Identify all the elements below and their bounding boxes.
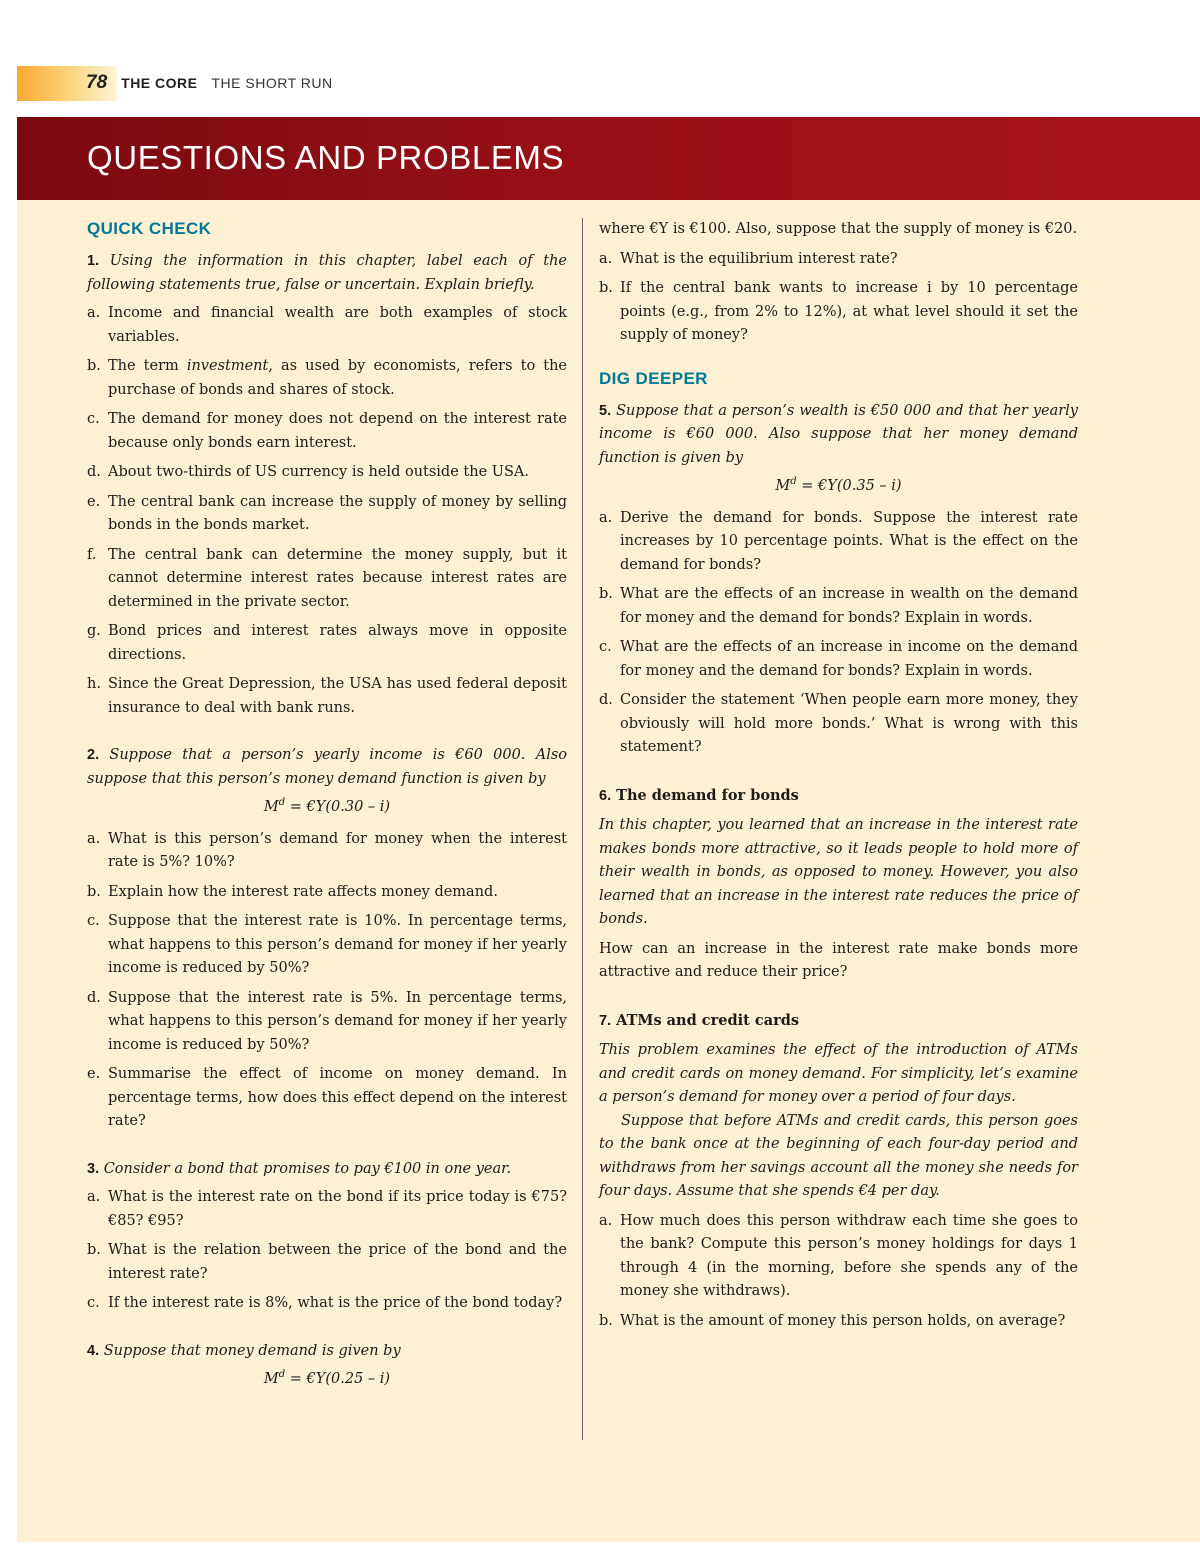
- list-item: [87, 881, 567, 905]
- question-7-intro: This problem examines the effect of the introduction of ATMs and credit cards on money demand. For simplicity, let’s examine a person’s demand for money over a period of four days.: [599, 1042, 1078, 1105]
- question-number: 7.: [599, 1012, 612, 1029]
- item-text: The demand for money does not depend on the interest rate because only bonds earn interest.: [108, 411, 567, 451]
- item-text: How much does this person withdraw each time she goes to the bank? Compute this person’s money holdings for days 1 through 4 (in the morning, before she spends any of the money she withdraws).: [620, 1212, 1078, 1299]
- formula-rhs: = €Y(0.25 – i): [285, 1371, 391, 1387]
- list-item: [87, 828, 567, 875]
- item-text: About two-thirds of US currency is held outside the USA.: [108, 464, 529, 480]
- formula-superscript: d: [278, 797, 286, 809]
- item-text: Consider the statement ‘When people earn more money, they obviously will hold more bonds.’ What is wrong with this statement?: [620, 692, 1078, 755]
- item-text: Income and financial wealth are both examples of stock variables.: [108, 305, 567, 345]
- item-label: b.: [599, 1312, 613, 1329]
- part-label: THE CORE: [121, 75, 198, 91]
- question-title: The demand for bonds: [616, 786, 799, 804]
- question-text: Suppose that money demand is given by: [103, 1342, 401, 1359]
- right-column: [599, 218, 1078, 1339]
- list-item: [87, 1239, 567, 1286]
- list-item: [599, 248, 1078, 272]
- money-demand-formula: [599, 475, 1078, 499]
- list-item: [87, 1186, 567, 1233]
- item-text-post: , as used by economists, refers to the purchase of bonds and shares of stock.: [108, 358, 567, 398]
- formula-lhs: M: [263, 799, 279, 815]
- item-text: Bond prices and interest rates always move in opposite directions.: [108, 623, 567, 663]
- list-item: [599, 507, 1078, 578]
- question-6-question: How can an increase in the interest rate make bonds more attractive and reduce their price?: [599, 940, 1078, 980]
- item-label: c.: [87, 411, 100, 427]
- item-label: c.: [599, 639, 612, 655]
- item-text: Since the Great Depression, the USA has used federal deposit insurance to deal with bank runs.: [108, 676, 567, 716]
- question-2-intro: [87, 744, 567, 791]
- dig-deeper-heading: DIG DEEPER: [599, 368, 708, 388]
- list-item: [87, 461, 567, 485]
- item-text: What are the effects of an increase in income on the demand for money and the demand for bonds? Explain in words.: [620, 639, 1078, 679]
- question-6-intro: In this chapter, you learned that an increase in the interest rate makes bonds more attractive, so it leads people to hold more of their wealth in bonds, as opposed to money. However, you also learned that an increase in the interest rate reduces the price of bonds.: [599, 817, 1078, 927]
- list-item: [599, 636, 1078, 683]
- item-text: What are the effects of an increase in wealth on the demand for money and the demand for bonds? Explain in words.: [620, 586, 1078, 626]
- item-label: d.: [87, 464, 101, 480]
- list-item: [599, 689, 1078, 760]
- item-label: e.: [87, 1066, 101, 1082]
- item-label: b.: [599, 586, 613, 602]
- item-label: h.: [87, 676, 101, 692]
- item-text: What is the amount of money this person holds, on average?: [620, 1312, 1066, 1329]
- list-item: [87, 910, 567, 981]
- question-number: 3.: [87, 1160, 100, 1177]
- question-number: 4.: [87, 1342, 100, 1359]
- list-item: [599, 1310, 1078, 1334]
- question-6-title: [599, 784, 1078, 809]
- list-item: [599, 583, 1078, 630]
- list-item: [87, 987, 567, 1058]
- item-label: f.: [87, 546, 97, 563]
- item-label: a.: [599, 509, 613, 526]
- question-5-intro: [599, 400, 1078, 471]
- column-divider: [582, 218, 583, 1440]
- item-label: a.: [87, 1189, 101, 1205]
- item-label: b.: [87, 1242, 101, 1258]
- formula-lhs: M: [775, 478, 791, 494]
- list-item: [599, 277, 1078, 348]
- item-label: g.: [87, 623, 101, 639]
- item-text: Explain how the interest rate affects money demand.: [108, 883, 498, 900]
- question-number: 1.: [87, 253, 100, 269]
- running-header: [86, 72, 333, 98]
- question-number: 5.: [599, 402, 612, 419]
- left-column: [87, 218, 567, 1400]
- item-label: e.: [87, 493, 101, 510]
- section-label: THE SHORT RUN: [211, 75, 333, 91]
- item-text: Derive the demand for bonds. Suppose the interest rate increases by 10 percentage points. What is the effect on the demand for bonds?: [620, 509, 1078, 573]
- item-label: a.: [87, 830, 101, 847]
- money-demand-formula: [87, 1368, 567, 1392]
- item-label: b.: [87, 358, 101, 374]
- list-item: [87, 408, 567, 455]
- item-text: Suppose that the interest rate is 10%. In percentage terms, what happens to this person’s demand for money if her yearly income is reduced by 50%?: [108, 913, 567, 976]
- item-label: a.: [599, 1212, 613, 1229]
- item-text: What is the relation between the price of the bond and the interest rate?: [108, 1242, 567, 1282]
- list-item: [87, 673, 567, 720]
- item-text: If the interest rate is 8%, what is the price of the bond today?: [108, 1295, 563, 1311]
- item-label: d.: [87, 989, 101, 1006]
- item-text: What is the equilibrium interest rate?: [620, 250, 898, 267]
- question-4-continuation: where €Y is €100. Also, suppose that the supply of money is €20.: [599, 221, 1078, 237]
- page-number: 78: [86, 72, 108, 93]
- list-item: [87, 620, 567, 667]
- item-text: What is the interest rate on the bond if its price today is €75? €85? €95?: [108, 1189, 567, 1229]
- question-text: Using the information in this chapter, label each of the following statements true, false or uncertain. Explain briefly.: [87, 253, 567, 293]
- item-text: Suppose that the interest rate is 5%. In percentage terms, what happens to this person’s demand for money if her yearly income is reduced by 50%?: [108, 989, 567, 1053]
- item-label: c.: [87, 1295, 100, 1311]
- item-text-emphasis: investment: [186, 358, 269, 374]
- item-label: b.: [599, 280, 613, 296]
- item-text: Summarise the effect of income on money demand. In percentage terms, how does this effect depend on the interest rate?: [108, 1066, 567, 1129]
- question-text: Suppose that a person’s wealth is €50 000 and that her yearly income is €60 000. Also suppose that her money demand function is given by: [599, 402, 1079, 466]
- item-label: d.: [599, 692, 613, 708]
- item-label: a.: [87, 305, 101, 321]
- banner-title: QUESTIONS AND PROBLEMS: [87, 139, 565, 176]
- item-text: What is this person’s demand for money when the interest rate is 5%? 10%?: [108, 830, 567, 870]
- question-text: Suppose that a person’s yearly income is €60 000. Also suppose that this person’s money demand function is given by: [87, 747, 567, 787]
- question-4-intro: [87, 1340, 567, 1364]
- formula-lhs: M: [263, 1371, 279, 1387]
- list-item: [599, 1210, 1078, 1304]
- question-1-intro: [87, 250, 567, 297]
- question-text: Consider a bond that promises to pay €100 in one year.: [103, 1160, 512, 1177]
- question-7-intro-2: Suppose that before ATMs and credit cards, this person goes to the bank once at the beginning of each four-day period and withdraws from her savings account all the money she needs for four days. Assume that she spends €4 per day.: [599, 1112, 1078, 1199]
- item-text-pre: The term: [108, 358, 187, 374]
- formula-rhs: = €Y(0.30 – i): [285, 799, 391, 815]
- question-number: 6.: [599, 787, 612, 804]
- list-item: [87, 544, 567, 615]
- list-item: [87, 355, 567, 402]
- list-item: [87, 1063, 567, 1134]
- formula-superscript: d: [790, 476, 797, 488]
- list-item: [87, 491, 567, 538]
- formula-superscript: d: [278, 1369, 286, 1381]
- list-item: [87, 302, 567, 349]
- quick-check-heading: QUICK CHECK: [87, 219, 212, 238]
- question-title: ATMs and credit cards: [616, 1011, 800, 1029]
- list-item: [87, 1292, 567, 1316]
- question-number: 2.: [87, 747, 100, 763]
- item-text: If the central bank wants to increase i by 10 percentage points (e.g., from 2% to 12%), at what level should it set the supply of money?: [620, 280, 1078, 343]
- question-3-intro: [87, 1158, 567, 1182]
- item-label: c.: [87, 913, 100, 929]
- formula-rhs: = €Y(0.35 – i): [796, 478, 902, 494]
- section-banner: [17, 117, 1200, 200]
- item-text: The central bank can determine the money supply, but it cannot determine interest rates because interest rates are determined in the private sector.: [108, 546, 567, 610]
- item-label: b.: [87, 883, 101, 900]
- money-demand-formula: [87, 796, 567, 820]
- item-label: a.: [599, 250, 613, 267]
- item-text: The central bank can increase the supply of money by selling bonds in the bonds market.: [108, 493, 567, 533]
- question-7-title: [599, 1009, 1078, 1034]
- item-text: [108, 355, 567, 402]
